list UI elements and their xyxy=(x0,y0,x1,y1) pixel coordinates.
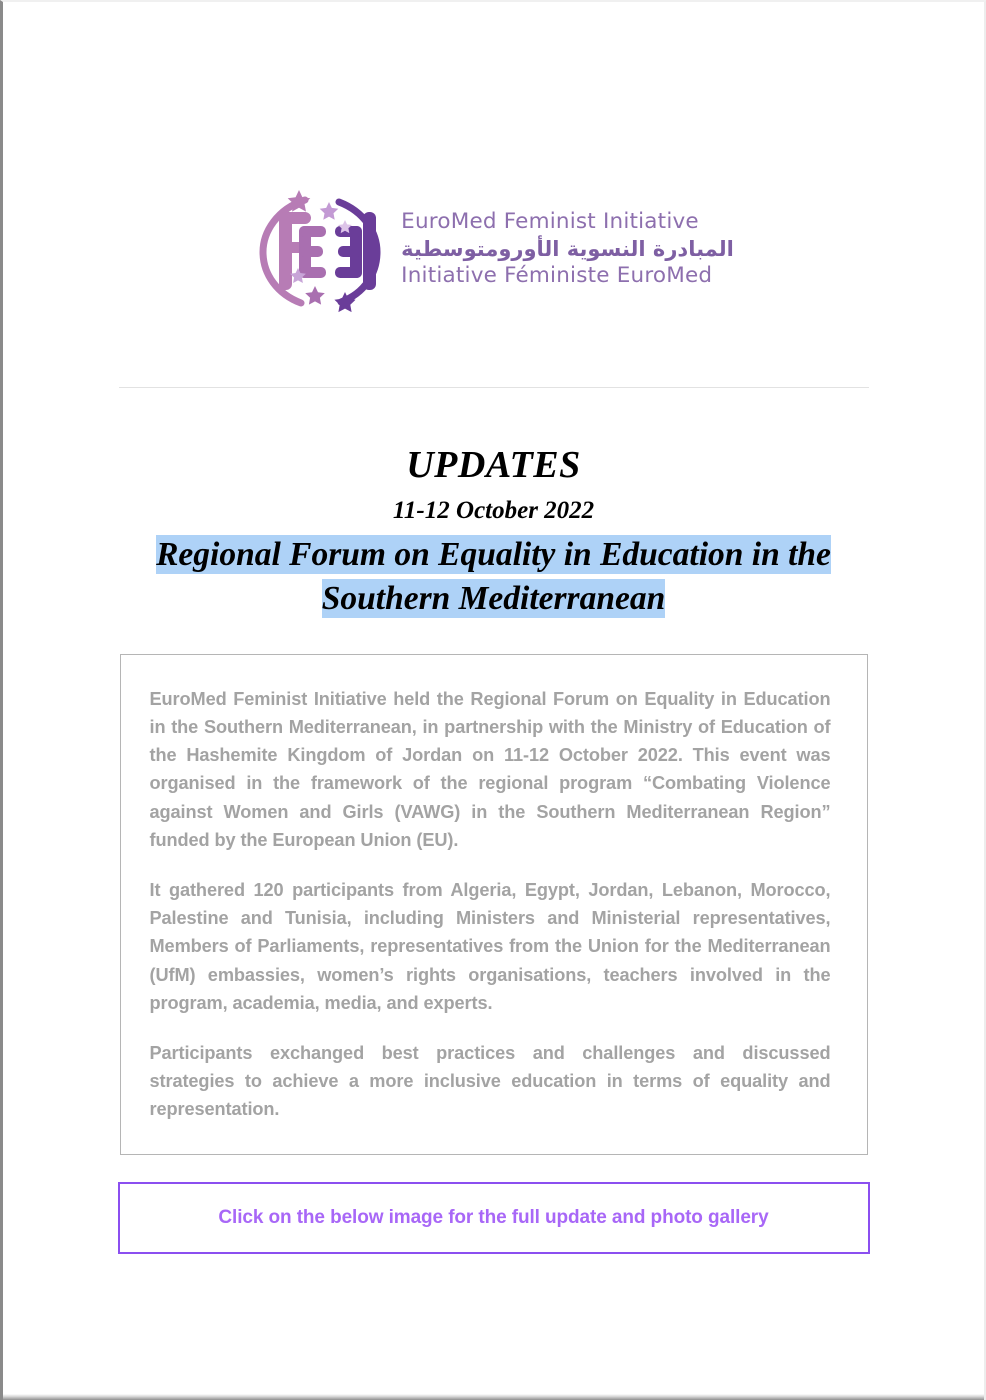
body-text-box xyxy=(120,654,868,1155)
title-section xyxy=(3,446,984,620)
page-title-kicker: UPDATES xyxy=(406,444,581,486)
body-paragraph: It gathered 120 participants from Algeria, Egypt, Jordan, Lebanon, Morocco, Palestine and Tunisia, including Ministers and Ministerial representatives, Members of Parliaments, representatives from the Union for the Mediterranean (UfM) embassies, women’s rights organisations, teachers involved in the program, academia, media, and experts. xyxy=(149,880,831,1013)
body-paragraph: Participants exchanged best practices and challenges and discussed strategies to achieve a more inclusive education in terms of equality and representation. xyxy=(149,1043,831,1120)
euromed-feminist-initiative-logo-icon xyxy=(253,182,387,316)
logo-header xyxy=(3,2,984,316)
logo-line-english: EuroMed Feminist Initiative xyxy=(401,209,699,235)
header-divider xyxy=(119,387,869,388)
page-title-text: Regional Forum on Equality in Education in the Southern Mediterranean xyxy=(156,536,831,617)
photo-gallery-cta-label[interactable]: Click on the below image for the full update and photo gallery xyxy=(218,1206,769,1228)
body-paragraph: EuroMed Feminist Initiative held the Regional Forum on Equality in Education in the Southern Mediterranean, in partnership with the Ministry of Education of the Hashemite Kingdom of Jordan on 11-12 October 2022. This event was organised in the framework of the regional program “Combating Violence against Women and Girls (VAWG) in the Southern Mediterranean Region” funded by the European Union (EU). xyxy=(149,688,831,850)
photo-gallery-cta-box[interactable] xyxy=(118,1182,870,1254)
logo-wordmark xyxy=(401,208,734,290)
logo-line-arabic: المبادرة النسوية الأورومتوسطية xyxy=(401,236,734,261)
logo-line-french: Initiative Féministe EuroMed xyxy=(401,263,713,289)
page-title xyxy=(124,533,864,619)
event-date: 11-12 October 2022 xyxy=(392,496,595,524)
